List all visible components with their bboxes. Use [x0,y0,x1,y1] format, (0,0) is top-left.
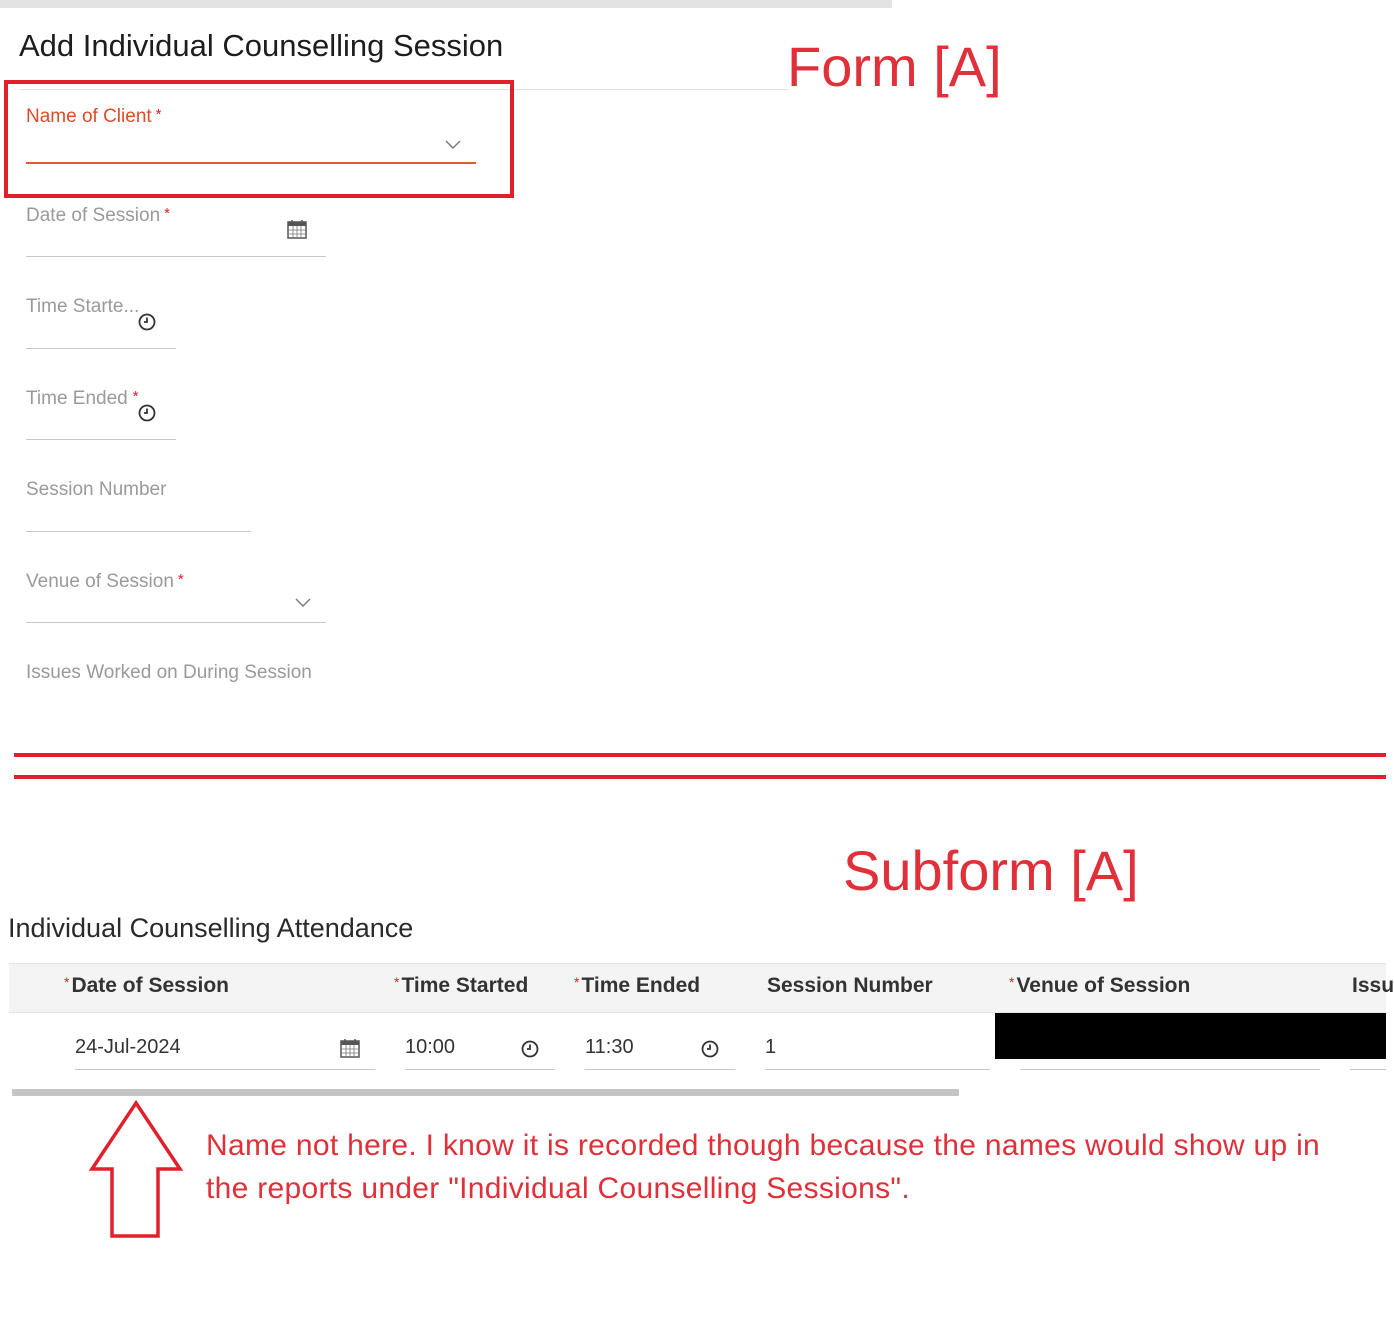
form-title: Add Individual Counselling Session [19,28,504,63]
clock-icon[interactable] [701,1040,719,1058]
top-scroll-strip [0,0,892,8]
clock-icon[interactable] [138,313,156,331]
time-started-label: Time Starte... [26,296,140,317]
row-time-started-value[interactable]: 10:00 [405,1036,456,1058]
column-header-date: *Date of Session [64,974,229,997]
annotation-note: Name not here. I know it is recorded though because the names would show up in the reports under "Individual Counselling Sessions". [206,1129,1321,1205]
chevron-down-icon[interactable] [445,140,461,150]
annotation-highlight-box [4,80,514,198]
horizontal-scrollbar[interactable] [12,1089,959,1096]
client-select[interactable] [26,162,476,164]
annotation-subform-label: Subform [A] [843,839,1139,902]
row-date-input[interactable] [75,1069,375,1070]
venue-select[interactable] [26,622,326,623]
time-ended-input[interactable] [26,439,176,440]
row-time-ended-input[interactable] [585,1069,735,1070]
redacted-block [995,1013,1386,1059]
annotation-form-label: Form [A] [787,35,1002,98]
clock-icon[interactable] [138,404,156,422]
row-issues-input[interactable] [1350,1069,1386,1070]
venue-label: Venue of Session * [26,571,184,592]
column-header-time-started: *Time Started [394,974,529,997]
date-field-label: Date of Session * [26,205,170,226]
arrow-up-icon [88,1100,184,1245]
annotation-divider [14,775,1386,779]
row-date-value[interactable]: 24-Jul-2024 [75,1036,181,1058]
column-header-venue: *Venue of Session [1009,974,1191,997]
row-time-ended-value[interactable]: 11:30 [585,1036,634,1058]
row-session-number-input[interactable] [765,1069,990,1070]
time-started-input[interactable] [26,348,176,349]
column-header-issues: Issu [1352,974,1394,997]
calendar-icon[interactable] [287,219,307,239]
column-header-time-ended: *Time Ended [574,974,701,997]
row-venue-input[interactable] [1020,1069,1320,1070]
annotation-divider [14,753,1386,757]
issues-label: Issues Worked on During Session [26,662,312,683]
date-input[interactable] [26,256,326,257]
subform-title: Individual Counselling Attendance [8,913,414,943]
row-time-started-input[interactable] [405,1069,555,1070]
clock-icon[interactable] [521,1040,539,1058]
session-number-input[interactable] [26,531,251,532]
calendar-icon[interactable] [340,1038,360,1058]
client-field-label: Name of Client * [26,106,162,127]
time-ended-label: Time Ended * [26,388,139,409]
row-session-number-value[interactable]: 1 [765,1036,777,1058]
column-header-session-number: Session Number [767,974,933,997]
chevron-down-icon[interactable] [295,598,311,608]
session-number-label: Session Number [26,479,167,500]
